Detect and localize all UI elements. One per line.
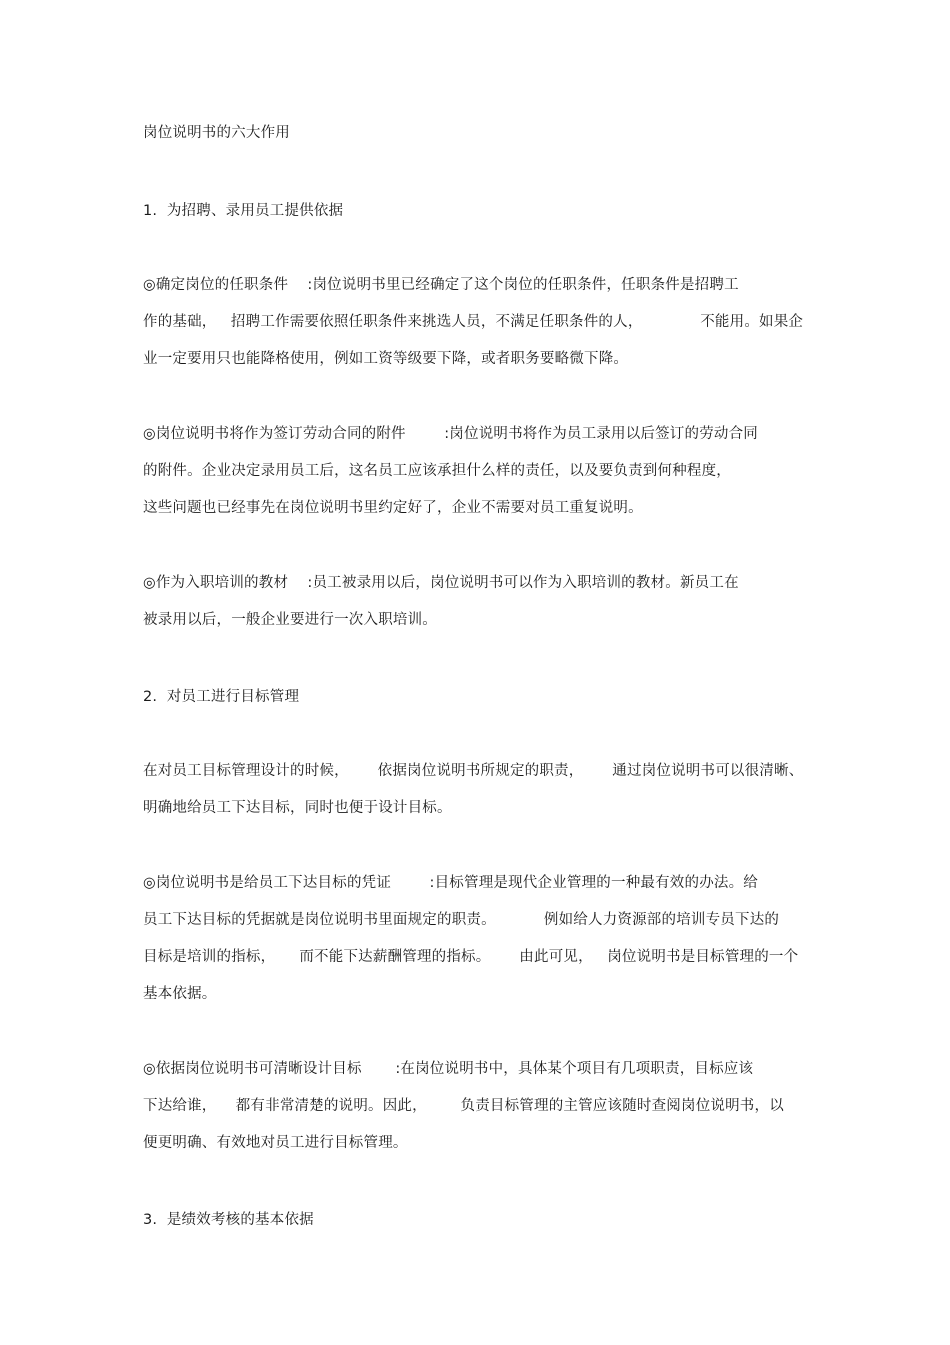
- document-title: 岗位说明书的六大作用: [143, 125, 290, 141]
- paragraph-line: 作的基础， 招聘工作需要依照任职条件来挑选人员，不满足任职条件的人， 不能用。如果企: [143, 314, 804, 330]
- paragraph-line: 便更明确、有效地对员工进行目标管理。: [143, 1135, 408, 1151]
- paragraph-line: 业一定要用只也能降格使用，例如工资等级要下降，或者职务要略微下降。: [143, 351, 629, 367]
- paragraph-line: 员工下达目标的凭据就是岗位说明书里面规定的职责。 例如给人力资源部的培训专员下达的: [143, 912, 780, 928]
- paragraph-line: 在对员工目标管理设计的时候， 依据岗位说明书所规定的职责， 通过岗位说明书可以很清晰、: [143, 763, 804, 779]
- section-heading-2: 2. 对员工进行目标管理: [143, 689, 300, 705]
- paragraph-line: ◎岗位说明书是给员工下达目标的凭证 :目标管理是现代企业管理的一种最有效的办法。给: [143, 875, 759, 891]
- paragraph-line: ◎确定岗位的任职条件 :岗位说明书里已经确定了这个岗位的任职条件，任职条件是招聘工: [143, 277, 739, 293]
- paragraph-line: ◎岗位说明书将作为签订劳动合同的附件 :岗位说明书将作为员工录用以后签订的劳动合同: [143, 426, 759, 442]
- paragraph-line: ◎作为入职培训的教材 :员工被录用以后，岗位说明书可以作为入职培训的教材。新员工在: [143, 575, 739, 591]
- paragraph-line: 目标是培训的指标， 而不能下达薪酬管理的指标。 由此可见， 岗位说明书是目标管理的一个: [143, 949, 799, 965]
- paragraph-line: 明确地给员工下达目标，同时也便于设计目标。: [143, 800, 452, 816]
- paragraph-line: 基本依据。: [143, 986, 217, 1002]
- paragraph-line: 被录用以后，一般企业要进行一次入职培训。: [143, 612, 437, 628]
- section-heading-3: 3. 是绩效考核的基本依据: [143, 1212, 314, 1228]
- section-heading-1: 1. 为招聘、录用员工提供依据: [143, 203, 344, 219]
- paragraph-line: 这些问题也已经事先在岗位说明书里约定好了，企业不需要对员工重复说明。: [143, 500, 643, 516]
- paragraph-line: 下达给谁， 都有非常清楚的说明。因此， 负责目标管理的主管应该随时查阅岗位说明书，以: [143, 1098, 784, 1114]
- paragraph-line: 的附件。企业决定录用员工后，这名员工应该承担什么样的责任，以及要负责到何种程度，: [143, 463, 731, 479]
- paragraph-line: ◎依据岗位说明书可清晰设计目标 :在岗位说明书中，具体某个项目有几项职责，目标应该: [143, 1061, 754, 1077]
